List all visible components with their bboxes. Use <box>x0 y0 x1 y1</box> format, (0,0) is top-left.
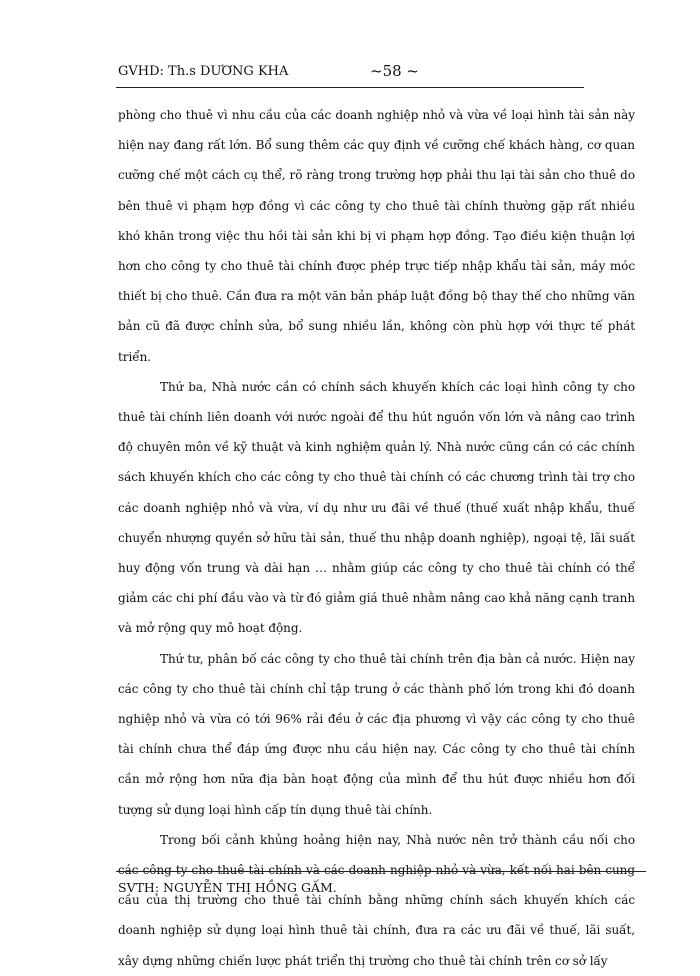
student-label: SVTH: NGUYỄN THỊ HỒNG GẤM. <box>118 880 337 895</box>
header-divider <box>116 87 584 88</box>
paragraph-thu-ba: Thứ ba, Nhà nước cần có chính sách khuyến khích các loại hình công ty cho thuê tài chính liên doanh với nước ngoài để thu hút nguồn vốn lớn và nâng cao trình độ chuyên môn về kỹ thuật và kinh nghiệm quản lý. Nhà nước cũng cần có các chính sách khuyến khích cho các công ty cho thuê tài chính có các chương trình tài trợ cho các doanh nghiệp nhỏ và vừa, ví dụ như ưu đãi về thuế (thuế xuất nhập khẩu, thuế chuyển nhượng quyền sở hữu tài sản, thuế thu nhập doanh nghiệp), ngoại tệ, lãi suất huy động vốn trung và dài hạn … nhằm giúp các công ty cho thuê tài chính có thể giảm các chi phí đầu vào và từ đó giảm giá thuê nhằm nâng cao khả năng cạnh tranh và mở rộng quy mô hoạt động. <box>118 379 635 636</box>
page-number: ~58 ~ <box>370 62 419 80</box>
page-body <box>118 100 635 976</box>
paragraph-thu-tu: Thứ tư, phân bố các công ty cho thuê tài chính trên địa bàn cả nước. Hiện nay các công ty cho thuê tài chính chỉ tập trung ở các thành phố lớn trong khi đó doanh nghiệp nhỏ và vừa có tới 96% rải đều ở các địa phương vì vậy các công ty cho thuê tài chính chưa thể đáp ứng được nhu cầu hiện nay. Các công ty cho thuê tài chính cần mở rộng hơn nữa địa bàn hoạt động của mình để thu hút được nhiều hơn đối tượng sử dụng loại hình cấp tín dụng thuê tài chính. <box>118 651 635 817</box>
advisor-label: GVHD: Th.s DƯƠNG KHA <box>118 64 289 79</box>
paragraph-continuation: phòng cho thuê vì nhu cầu của các doanh nghiệp nhỏ và vừa về loại hình tài sản này hiện nay đang rất lớn. Bổ sung thêm các quy định về cưỡng chế khách hàng, cơ quan cưỡng chế một cách cụ thể, rõ ràng trong trường hợp phải thu lại tài sản cho thuê do bên thuê vi phạm hợp đồng vì các công ty cho thuê tài chính thường gặp rất nhiều khó khăn trong việc thu hồi tài sản khi bị vi phạm hợp đồng. Tạo điều kiện thuận lợi hơn cho công ty cho thuê tài chính được phép trực tiếp nhập khẩu tài sản, máy móc thiết bị cho thuê. Cần đưa ra một văn bản pháp luật đồng bộ thay thế cho những văn bản cũ đã được chỉnh sửa, bổ sung nhiều lần, không còn phù hợp với thực tế phát triển. <box>118 108 635 364</box>
footer-divider <box>116 871 646 872</box>
page-header <box>118 64 580 86</box>
paragraph-boi-canh: Trong bối cảnh khủng hoảng hiện nay, Nhà nước nên trở thành cầu nối cho các công ty cho thuê tài chính và các doanh nghiệp nhỏ và vừa, kết nối hai bên cung cầu của thị trường cho thuê tài chính bằng những chính sách khuyến khích các doanh nghiệp sử dụng loại hình thuê tài chính, đưa ra các ưu đãi về thuế, lãi suất, xây dựng những chiến lược phát triển thị trường cho thuê tài chính trên cơ sở lấy <box>118 832 635 968</box>
